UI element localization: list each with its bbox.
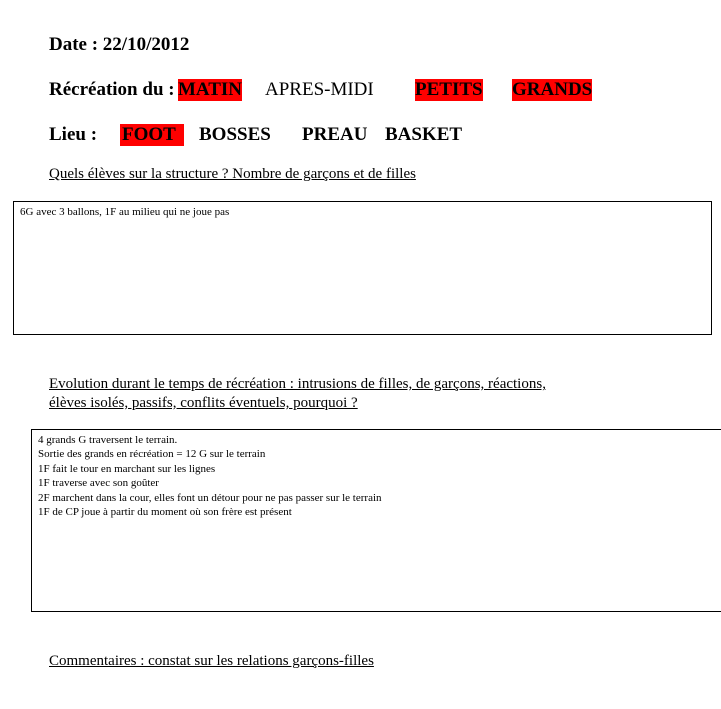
option-grands: GRANDS [512, 79, 593, 100]
recreation-label: Récréation du : [49, 79, 175, 100]
question-evolution-title [49, 375, 546, 413]
evolution-line: 1F traverse avec son goûter [38, 477, 159, 490]
date-line: Date : 22/10/2012 [49, 34, 190, 55]
evolution-line: 2F marchent dans la cour, elles font un détour pour ne pas passer sur le terrain [38, 491, 382, 504]
evolution-line: Sortie des grands en récréation = 12 G sur le terrain [38, 448, 266, 461]
answer-box-evolution [31, 429, 721, 612]
answer-evolution-text [38, 433, 382, 519]
evolution-line: 1F fait le tour en marchant sur les lignes [38, 462, 216, 475]
option-apres-midi: APRES-MIDI [265, 79, 374, 100]
evolution-line: 4 grands G traversent le terrain. [38, 434, 178, 446]
question-eleves-title: Quels élèves sur la structure ? Nombre de garçons et de filles [49, 166, 416, 182]
answer-box-eleves [13, 201, 712, 335]
option-matin: MATIN [178, 79, 243, 100]
question-evolution-line2: élèves isolés, passifs, conflits éventuels, pourquoi ? [49, 395, 358, 411]
option-petits: PETITS [415, 79, 483, 100]
evolution-line: 1F de CP joue à partir du moment où son frère est présent [38, 506, 292, 519]
question-evolution-line1: Evolution durant le temps de récréation : intrusions de filles, de garçons, réactions, [49, 376, 546, 392]
option-foot: FOOT [120, 124, 184, 146]
question-commentaires-title: Commentaires : constat sur les relations garçons-filles [49, 653, 374, 669]
lieu-label: Lieu : [49, 124, 98, 145]
option-bosses: BOSSES [199, 124, 271, 145]
option-preau: PREAU [302, 124, 368, 145]
answer-eleves-text: 6G avec 3 ballons, 1F au milieu qui ne joue pas [20, 206, 230, 218]
option-basket: BASKET [385, 124, 463, 145]
